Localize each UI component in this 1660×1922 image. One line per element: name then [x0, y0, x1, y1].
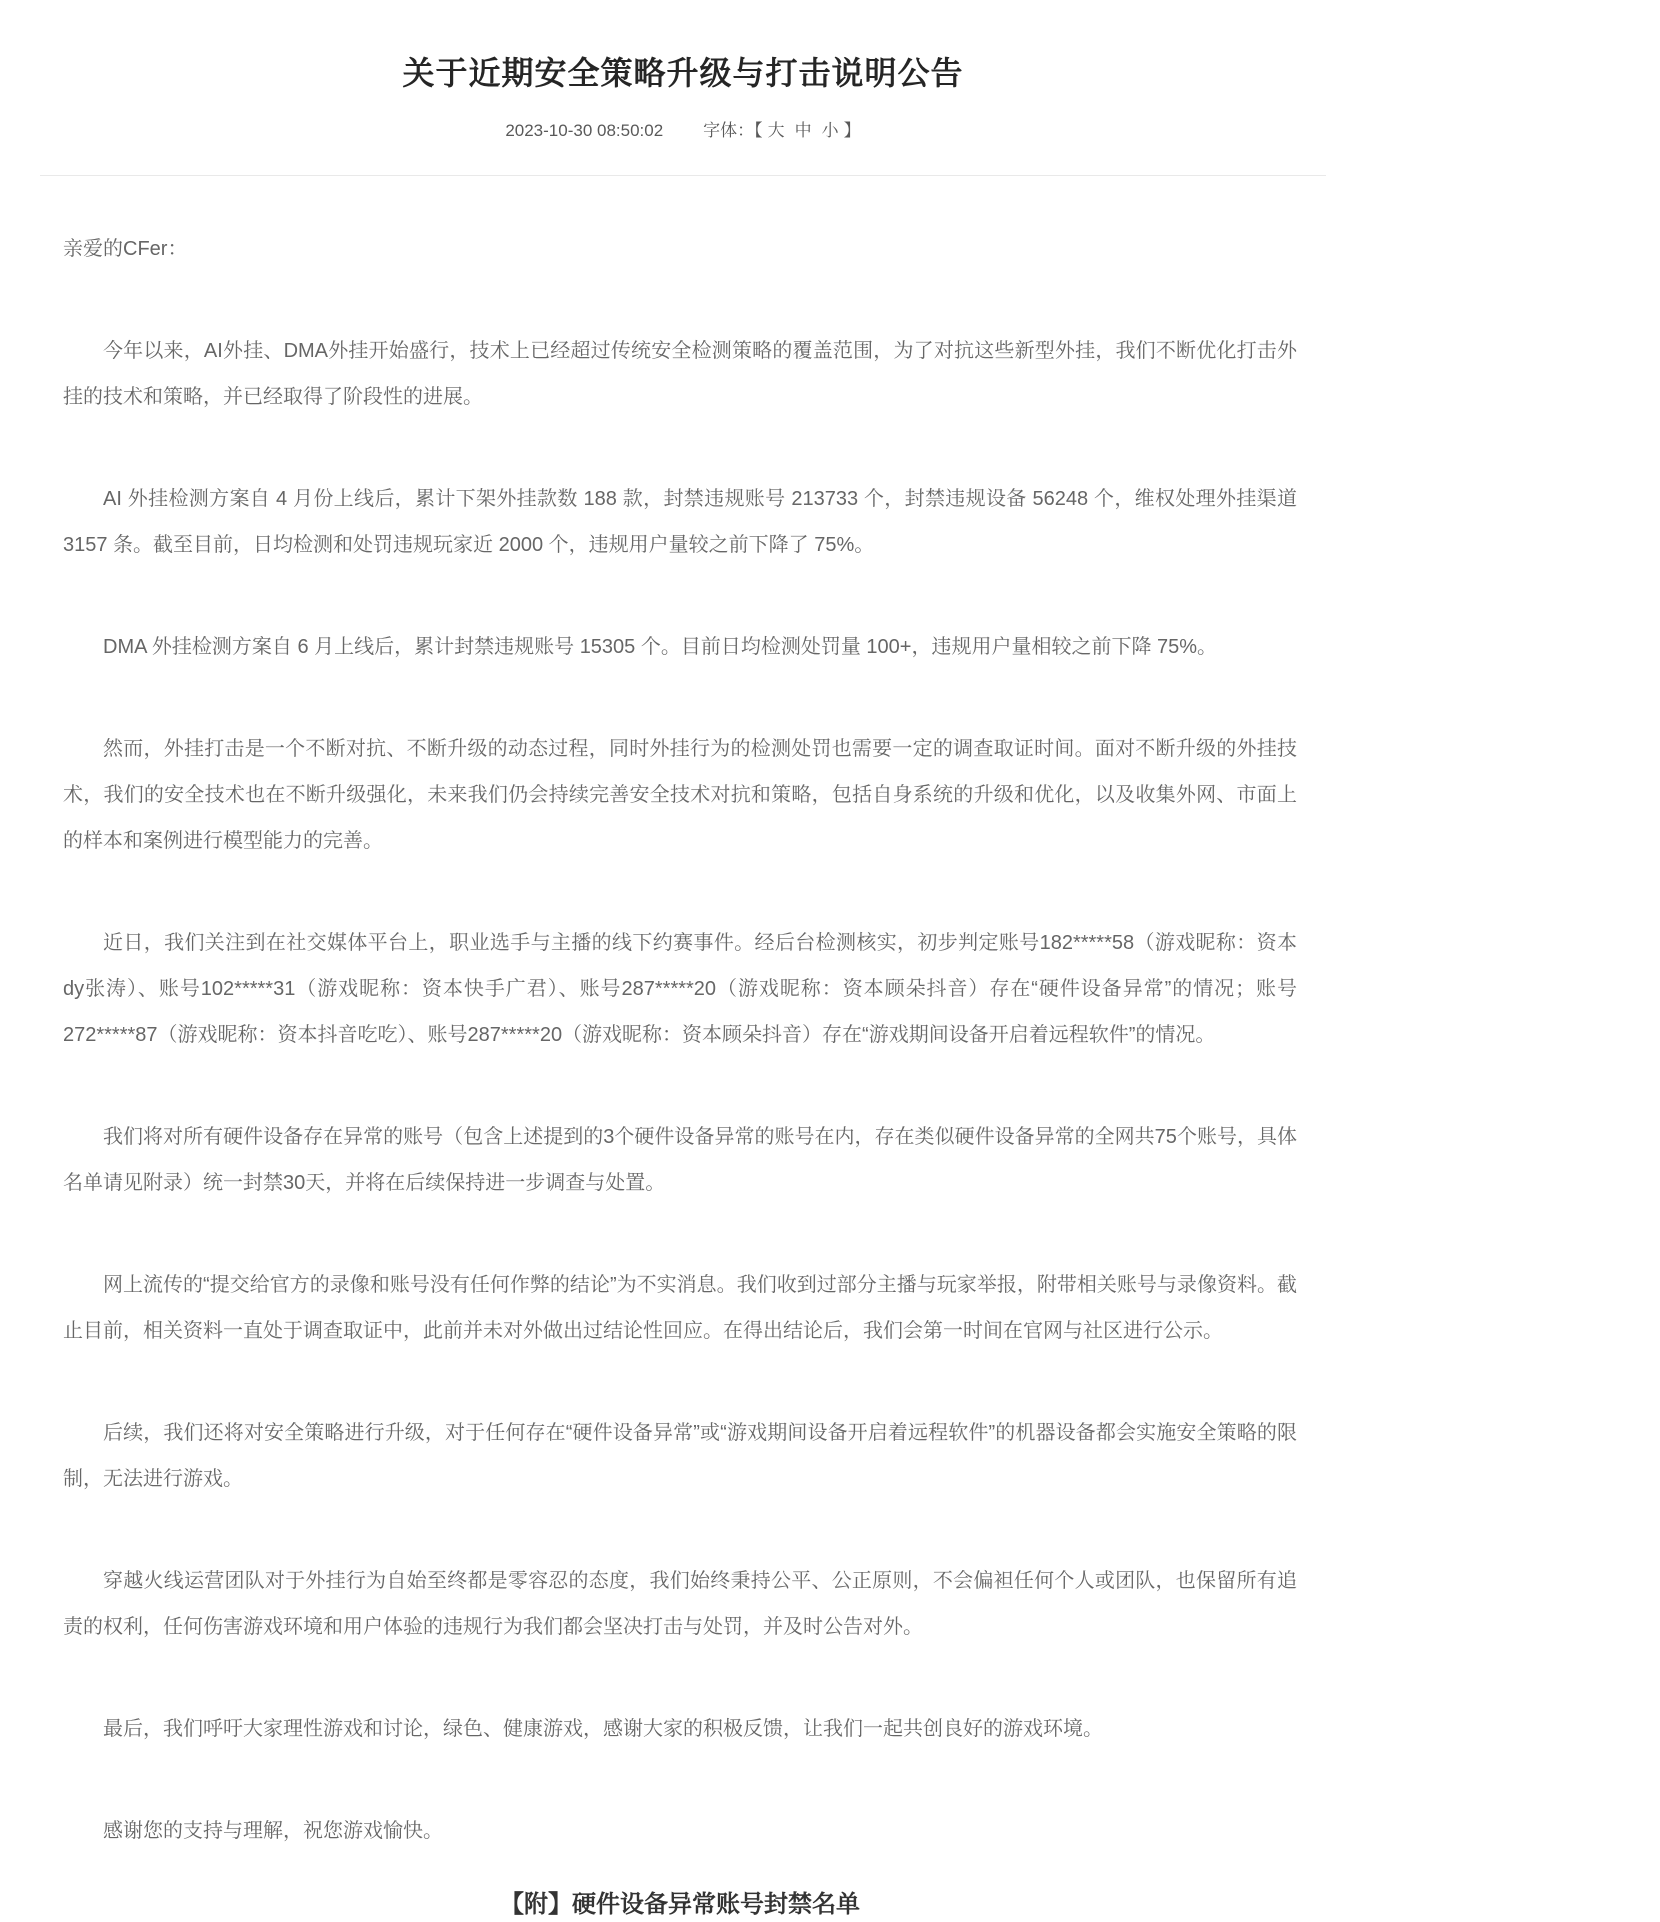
font-size-large-button[interactable]: 大 — [767, 121, 785, 140]
paragraph-list — [63, 328, 1297, 1854]
announcement-meta — [40, 116, 1326, 141]
font-size-switcher — [703, 121, 861, 140]
font-bracket-close-text: 】 — [843, 121, 861, 140]
publish-datetime: 2023-10-30 08:50:02 — [505, 121, 664, 140]
announcement-paragraph: DMA 外挂检测方案自 6 月上线后，累计封禁违规账号 15305 个。目前日均检测处罚量 100+，违规用户量相较之前下降 75%。 — [103, 636, 1218, 658]
announcement-paragraph: 最后，我们呼吁大家理性游戏和讨论，绿色、健康游戏，感谢大家的积极反馈，让我们一起共创良好的游戏环境。 — [103, 1718, 1103, 1740]
greeting-line: 亲爱的CFer： — [63, 238, 188, 260]
announcement-paragraph: 后续，我们还将对安全策略进行升级，对于任何存在“硬件设备异常”或“游戏期间设备开启着远程软件”的机器设备都会实施安全策略的限制，无法进行游戏。 — [63, 1422, 1297, 1490]
announcement-body — [63, 176, 1297, 1922]
announcement-paragraph: 我们将对所有硬件设备存在异常的账号（包含上述提到的3个硬件设备异常的账号在内，存在类似硬件设备异常的全网共75个账号，具体名单请见附录）统一封禁30天，并将在后续保持进一步调查与处置。 — [63, 1126, 1297, 1194]
announcement-paragraph: 近日，我们关注到在社交媒体平台上，职业选手与主播的线下约赛事件。经后台检测核实，初步判定账号182*****58（游戏昵称：资本dy张涛）、账号102*****31（游戏昵称：资本快手广君）、账号287*****20（游戏昵称：资本顾朵抖音）存在“硬件设备异常”的情况；账号272*****87（游戏昵称：资本抖音吃吃）、账号287*****20（游戏昵称：资本顾朵抖音）存在“游戏期间设备开启着远程软件”的情况。 — [63, 932, 1297, 1046]
announcement-paragraph: 今年以来，AI外挂、DMA外挂开始盛行，技术上已经超过传统安全检测策略的覆盖范围，为了对抗这些新型外挂，我们不断优化打击外挂的技术和策略，并已经取得了阶段性的进展。 — [63, 340, 1297, 408]
font-size-small-button[interactable]: 小 — [821, 121, 839, 140]
announcement-header — [40, 0, 1326, 176]
announcement-paragraph: 然而，外挂打击是一个不断对抗、不断升级的动态过程，同时外挂行为的检测处罚也需要一定的调查取证时间。面对不断升级的外挂技术，我们的安全技术也在不断升级强化，未来我们仍会持续完善安全技术对抗和策略，包括自身系统的升级和优化，以及收集外网、市面上的样本和案例进行模型能力的完善。 — [63, 738, 1297, 852]
page-title: 关于近期安全策略升级与打击说明公告 — [402, 55, 964, 91]
appendix-heading: 【附】硬件设备异常账号封禁名单 — [500, 1891, 860, 1918]
announcement-paragraph: 穿越火线运营团队对于外挂行为自始至终都是零容忍的态度，我们始终秉持公平、公正原则，不会偏袒任何个人或团队，也保留所有追责的权利，任何伤害游戏环境和用户体验的违规行为我们都会坚决打击与处罚，并及时公告对外。 — [63, 1570, 1297, 1638]
announcement-paragraph: 感谢您的支持与理解，祝您游戏愉快。 — [103, 1820, 443, 1842]
font-size-label: 字体： — [703, 121, 755, 140]
font-bracket-open-text: 【 — [754, 121, 763, 140]
announcement-paragraph: AI 外挂检测方案自 4 月份上线后，累计下架外挂款数 188 款，封禁违规账号 213733 个，封禁违规设备 56248 个，维权处理外挂渠道 3157 条。截至目前，日均检测和处罚违规玩家近 2000 个，违规用户量较之前下降了 75%。 — [63, 488, 1297, 556]
font-size-medium-button[interactable]: 中 — [794, 121, 812, 140]
announcement-paragraph: 网上流传的“提交给官方的录像和账号没有任何作弊的结论”为不实消息。我们收到过部分主播与玩家举报，附带相关账号与录像资料。截止目前，相关资料一直处于调查取证中，此前并未对外做出过结论性回应。在得出结论后，我们会第一时间在官网与社区进行公示。 — [63, 1274, 1297, 1342]
